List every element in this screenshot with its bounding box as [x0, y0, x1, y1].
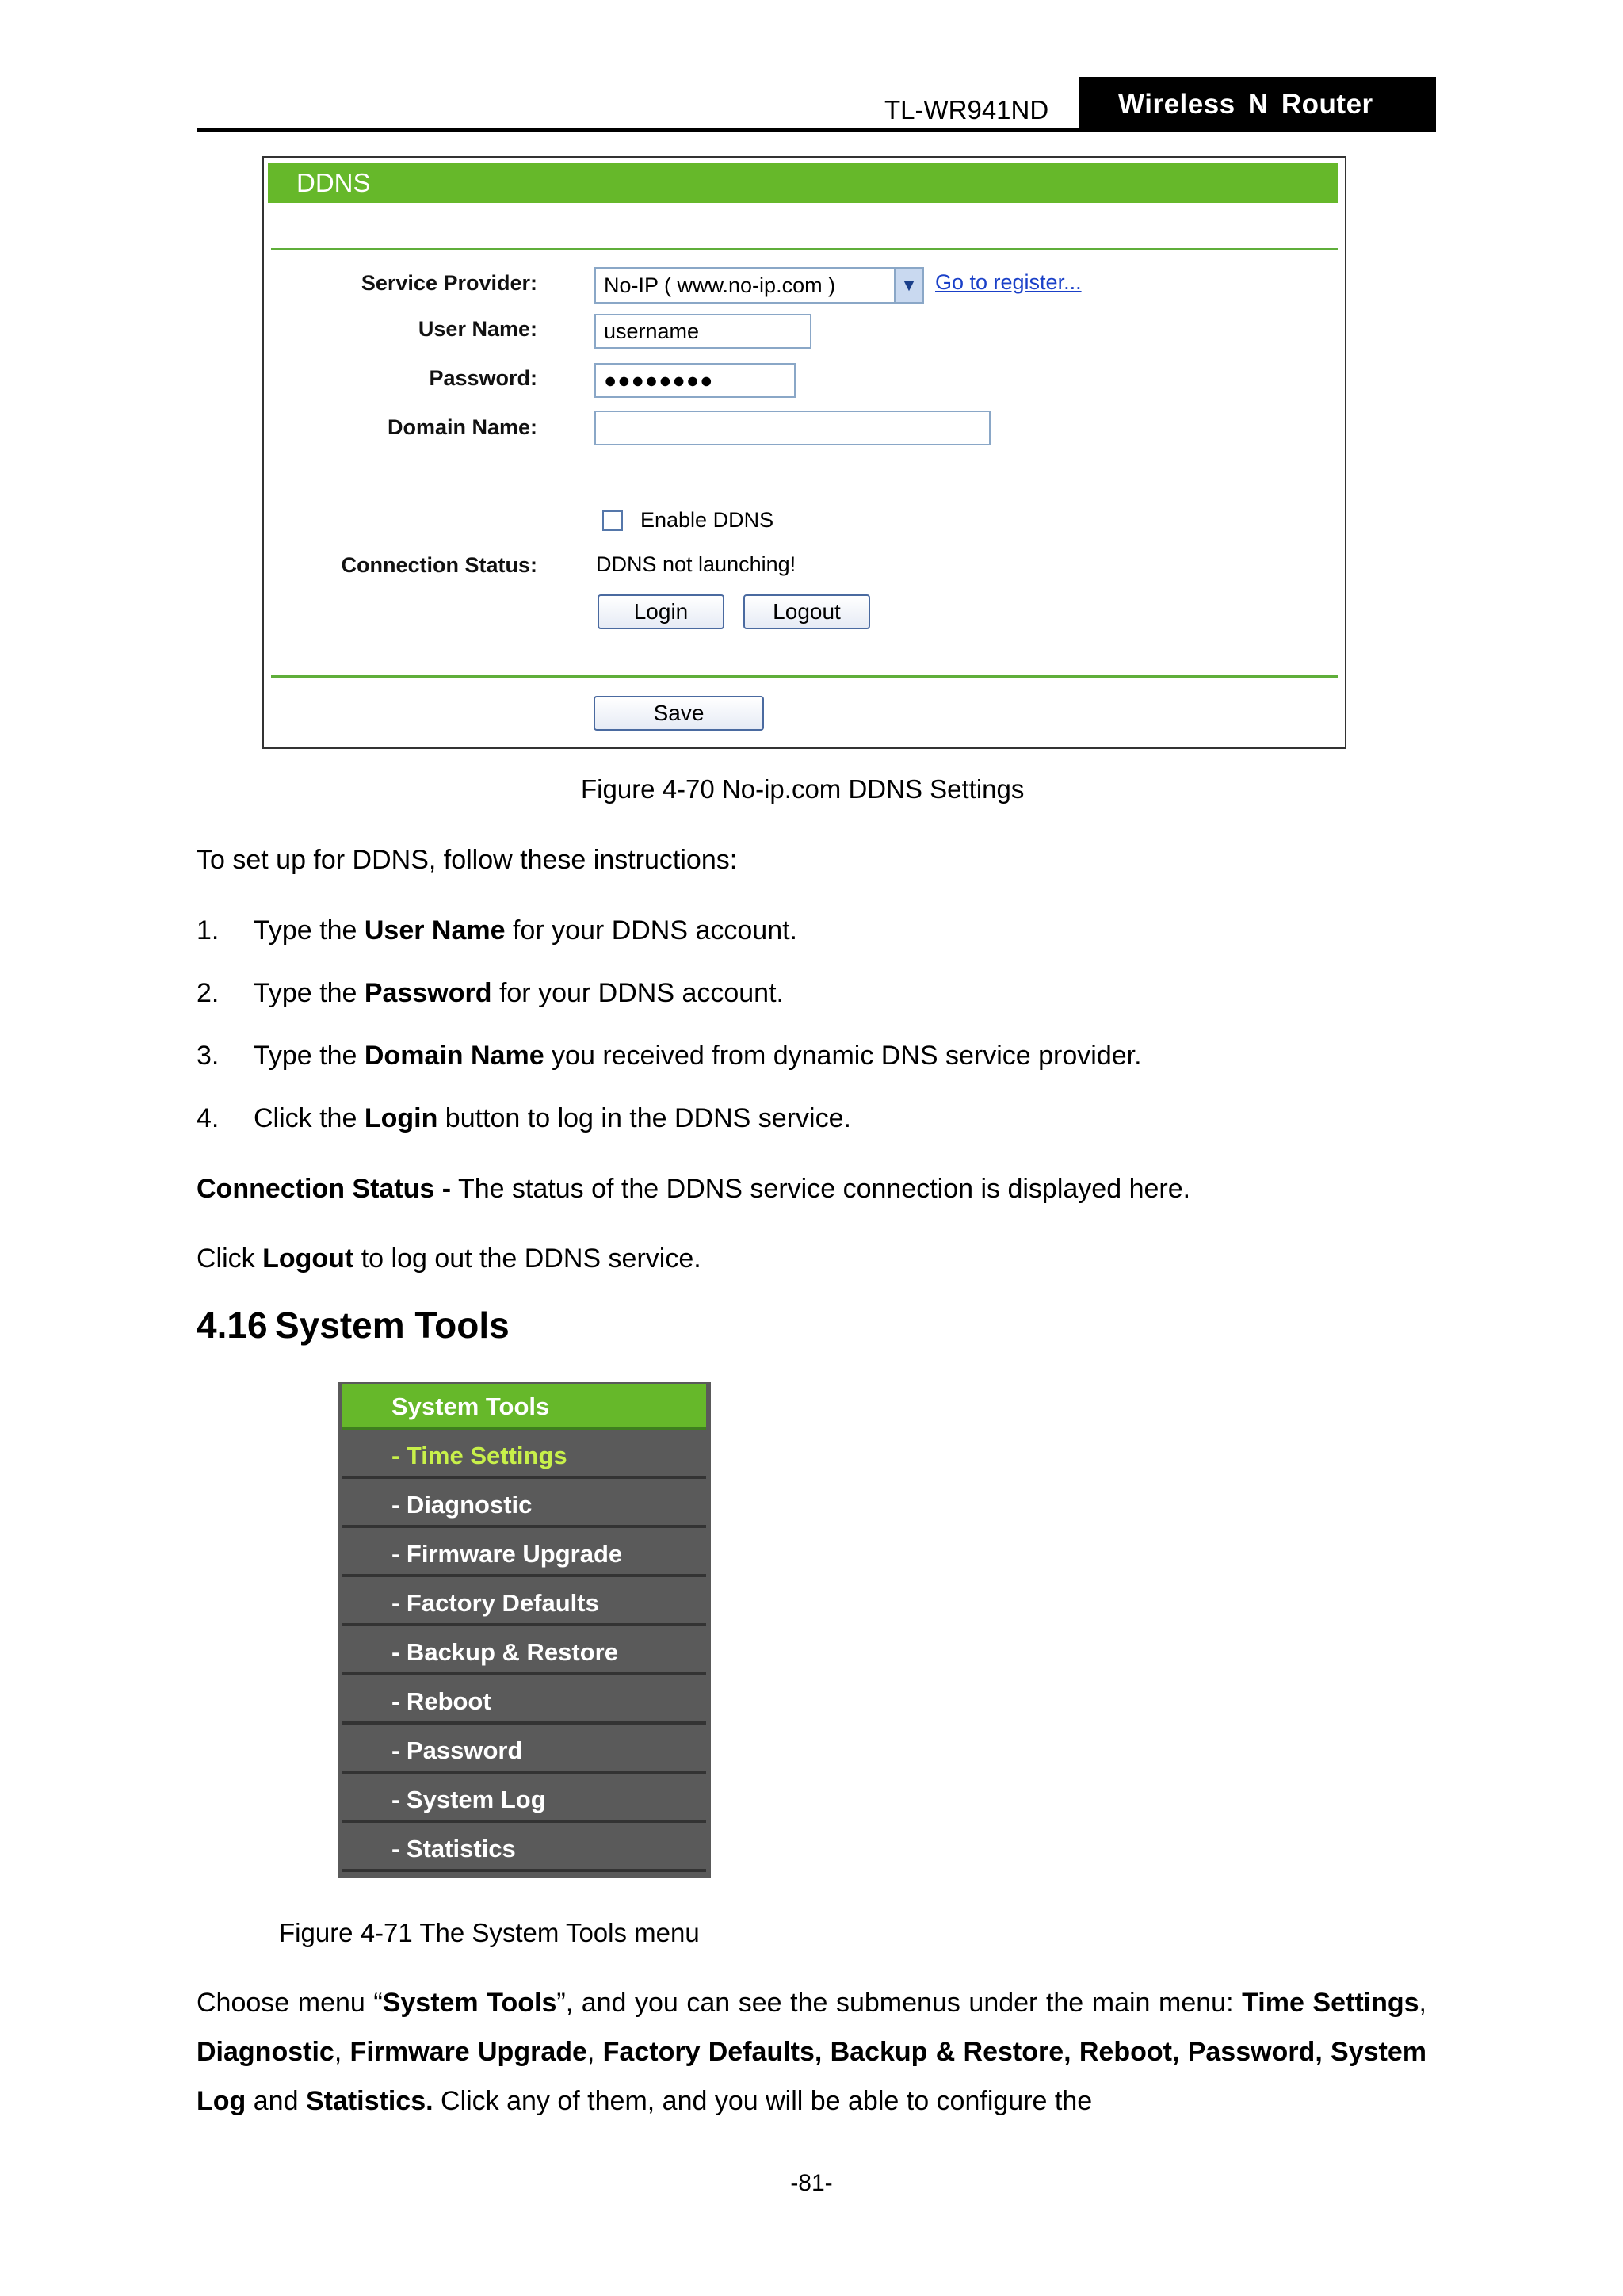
menu-item-factory-defaults[interactable]: - Factory Defaults	[342, 1580, 706, 1626]
step-number: 2.	[197, 978, 220, 1008]
page-number: -81-	[790, 2170, 833, 2196]
intro-text: To set up for DDNS, follow these instructions:	[197, 845, 738, 875]
menu-item-diagnostic[interactable]: - Diagnostic	[342, 1482, 706, 1528]
connection-status-value: DDNS not launching!	[596, 552, 796, 576]
menu-item-time-settings[interactable]: - Time Settings	[342, 1433, 706, 1479]
step-number: 4.	[197, 1103, 220, 1133]
panel-divider-top	[271, 248, 1338, 250]
domain-name-input[interactable]	[594, 411, 991, 445]
menu-item-backup-restore[interactable]: - Backup & Restore	[342, 1629, 706, 1675]
password-label: Password:	[429, 366, 537, 390]
password-input[interactable]: ●●●●●●●●	[594, 363, 796, 398]
service-provider-select[interactable]	[594, 267, 924, 304]
connection-status-label: Connection Status:	[341, 553, 537, 577]
menu-item-statistics[interactable]: - Statistics	[342, 1826, 706, 1872]
figure-caption-4-70: Figure 4-70 No-ip.com DDNS Settings	[581, 774, 1025, 804]
connection-status-description: Connection Status - The status of the DDNS service connection is displayed here.	[197, 1174, 1191, 1204]
step-number: 1.	[197, 915, 220, 946]
logout-note: Click Logout to log out the DDNS service.	[197, 1244, 701, 1274]
enable-ddns-checkbox[interactable]	[602, 510, 623, 531]
panel-divider-bottom	[271, 675, 1338, 678]
step-number: 3.	[197, 1041, 220, 1071]
service-provider-value: No-IP ( www.no-ip.com )	[604, 273, 836, 297]
menu-item-password[interactable]: - Password	[342, 1728, 706, 1774]
login-button[interactable]: Login	[598, 594, 724, 629]
save-button[interactable]: Save	[594, 696, 764, 731]
chevron-down-icon[interactable]: ▼	[894, 269, 922, 302]
figure-caption-4-71: Figure 4-71 The System Tools menu	[279, 1918, 700, 1947]
register-link[interactable]: Go to register...	[935, 270, 1082, 294]
step-4: Click the Login button to log in the DDNS service.	[254, 1103, 851, 1133]
domain-name-label: Domain Name:	[387, 415, 537, 439]
menu-item-reboot[interactable]: - Reboot	[342, 1679, 706, 1725]
header-rule	[197, 128, 1436, 132]
username-input[interactable]: username	[594, 314, 812, 349]
menu-item-system-log[interactable]: - System Log	[342, 1777, 706, 1823]
service-provider-label: Service Provider:	[361, 271, 537, 295]
step-1: Type the User Name for your DDNS account.	[254, 915, 798, 946]
ddns-settings-panel	[262, 156, 1346, 749]
step-2: Type the Password for your DDNS account.	[254, 978, 784, 1008]
logout-button[interactable]: Logout	[743, 594, 870, 629]
header-model: TL-WR941ND	[884, 95, 1049, 124]
system-tools-description: Choose menu “System Tools”, and you can see the submenus under the main menu: Time Settings, Diagnostic, Firmware Upgrade, Factory Defaults, Backup & Restore, Reboot, Password, System Log and Statistics. Click any of them, and you will be able to configure the	[197, 1988, 1426, 2116]
menu-header-system-tools[interactable]: System Tools	[342, 1384, 706, 1430]
ddns-panel-title: DDNS	[268, 163, 1338, 203]
enable-ddns-label: Enable DDNS	[640, 508, 774, 532]
step-3: Type the Domain Name you received from dynamic DNS service provider.	[254, 1041, 1142, 1071]
section-heading: 4.16 System Tools	[197, 1305, 510, 1346]
system-tools-menu	[338, 1382, 711, 1878]
menu-item-firmware-upgrade[interactable]: - Firmware Upgrade	[342, 1531, 706, 1577]
username-label: User Name:	[418, 317, 537, 341]
header-product-badge: Wireless N Router	[1079, 77, 1436, 131]
